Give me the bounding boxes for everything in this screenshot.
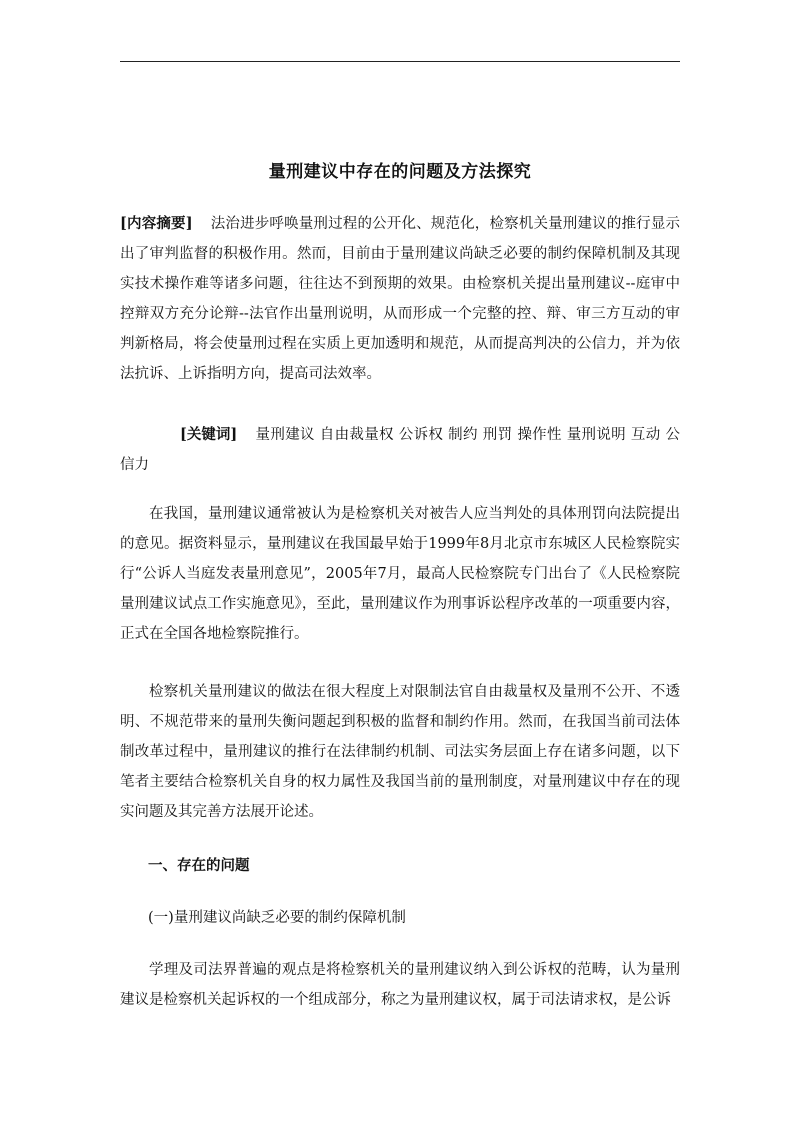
abstract-label: [内容摘要]	[120, 215, 193, 232]
abstract-paragraph	[120, 209, 680, 389]
subsection-heading: (一)量刑建议尚缺乏必要的制约保障机制	[148, 910, 406, 926]
body-paragraph-1: 在我国，量刑建议通常被认为是检察机关对被告人应当判处的具体刑罚向法院提出的意见。据资料显示，量刑建议在我国最早始于1999年8月北京市东城区人民检察院实行“公诉人当庭发表量刑意见”，2005年7月，最高人民检察院专门出台了《人民检察院量刑建议试点工作实施意见》，至此，量刑建议作为刑事诉讼程序改革的一项重要内容，正式在全国各地检察院推行。	[120, 506, 680, 642]
abstract-text: 法治进步呼唤量刑过程的公开化、规范化，检察机关量刑建议的推行显示出了审判监督的积极作用。然而，目前由于量刑建议尚缺乏必要的制约保障机制及其现实技术操作难等诸多问题，往往达不到预期的效果。由检察机关提出量刑建议--庭审中控辩双方充分论辩--法官作出量刑说明，从而形成一个完整的控、辩、审三方互动的审判新格局，将会使量刑过程在实质上更加透明和规范，从而提高判决的公信力，并为依法抗诉、上诉指明方向，提高司法效率。	[120, 216, 680, 382]
body-paragraph-2: 检察机关量刑建议的做法在很大程度上对限制法官自由裁量权及量刑不公开、不透明、不规范带来的量刑失衡问题起到积极的监督和制约作用。然而，在我国当前司法体制改革过程中，量刑建议的推行在法律制约机制、司法实务层面上存在诸多问题，以下笔者主要结合检察机关自身的权力属性及我国当前的量刑制度，对量刑建议中存在的现实问题及其完善方法展开论述。	[120, 684, 680, 820]
keywords-label: [关键词]	[180, 426, 238, 443]
section-heading: 一、存在的问题	[148, 857, 250, 874]
header-rule	[120, 61, 680, 62]
keywords-text: 量刑建议 自由裁量权 公诉权 制约 刑罚 操作性 量刑说明 互动 公信力	[120, 427, 680, 473]
document-title: 量刑建议中存在的问题及方法探究	[268, 162, 532, 182]
section-paragraph: 学理及司法界普遍的观点是将检察机关的量刑建议纳入到公诉权的范畴，认为量刑建议是检察机关起诉权的一个组成部分，称之为量刑建议权，属于司法请求权，是公诉	[120, 962, 680, 1008]
keywords-paragraph	[120, 420, 680, 480]
